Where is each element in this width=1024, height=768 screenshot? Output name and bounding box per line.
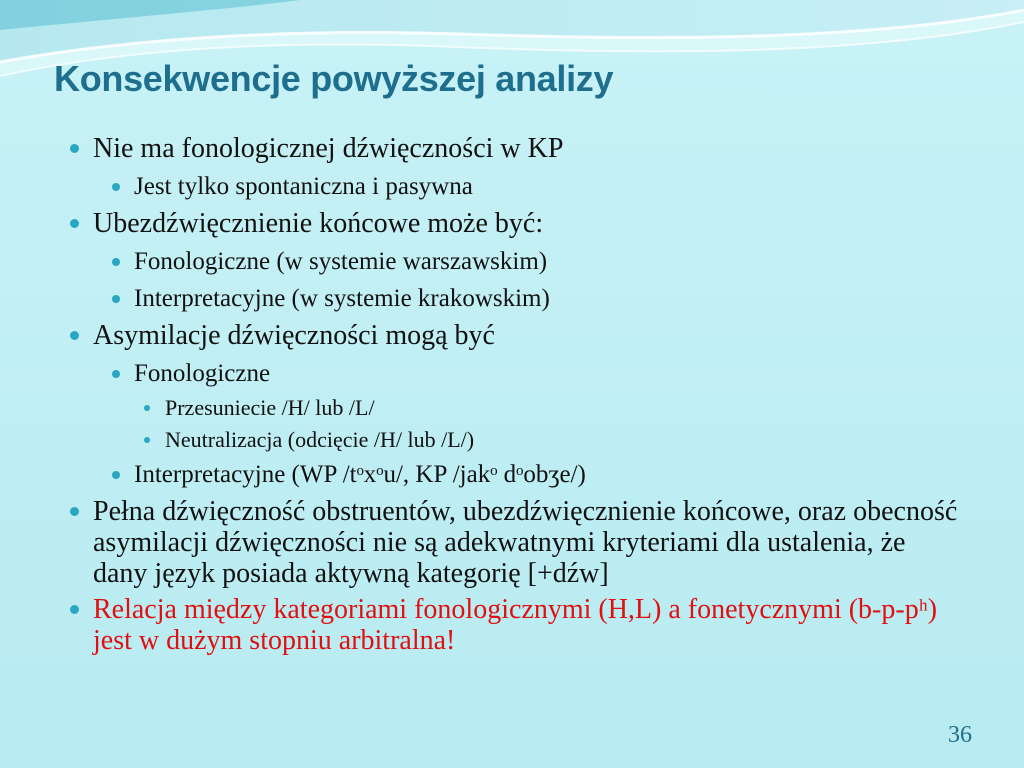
bullet-level-2 — [66, 248, 966, 276]
bullet-text: Nie ma fonologicznej dźwięczności w KP — [93, 133, 564, 164]
bullet-text: Fonologiczne — [134, 360, 271, 387]
slide-number: 36 — [948, 722, 972, 748]
bullet-level-1 — [66, 133, 966, 164]
bullet-dot-icon — [112, 471, 120, 479]
bullet-dot-icon — [112, 370, 120, 378]
bullet-level-3 — [66, 427, 966, 452]
bullet-level-2 — [66, 173, 966, 201]
slide-title: Konsekwencje powyższej analizy — [54, 58, 614, 99]
bullet-dot-icon — [144, 405, 150, 411]
bullet-dot-icon — [112, 258, 120, 266]
bullet-dot-icon — [70, 219, 79, 228]
bullet-text: Ubezdźwięcznienie końcowe może być: — [93, 208, 544, 239]
bullet-dot-icon — [70, 331, 79, 340]
bullet-dot-icon — [70, 144, 79, 153]
bullet-text: Interpretacyjne (w systemie krakowskim) — [134, 285, 550, 312]
bullet-dot-icon — [112, 183, 120, 191]
bullet-text: Pełna dźwięczność obstruentów, ubezdźwięcznienie końcowe, oraz obecność asymilacji dźwięczności nie są adekwatnymi kryteriami dla ustalenia, że dany język posiada aktywną kategorię [+dźw] — [93, 496, 958, 589]
bullet-text: Jest tylko spontaniczna i pasywna — [134, 173, 473, 200]
bullet-level-2 — [66, 461, 966, 489]
bullet-text: Fonologiczne (w systemie warszawskim) — [134, 248, 548, 275]
bullet-dot-icon — [70, 507, 79, 516]
bullet-text: Asymilacje dźwięczności mogą być — [93, 320, 495, 351]
bullet-level-3 — [66, 395, 966, 420]
bullet-level-2 — [66, 360, 966, 388]
bullet-level-1 — [66, 496, 966, 589]
bullet-level-1 — [66, 320, 966, 351]
bullet-dot-icon — [70, 605, 79, 614]
bullet-text: Interpretacyjne (WP /tᵒxᵒu/, KP /jakᵒ dᵒobʒe/) — [134, 461, 586, 488]
bullet-level-1 — [66, 208, 966, 239]
bullet-text: Przesuniecie /H/ lub /L/ — [165, 395, 375, 420]
bullet-level-1 — [66, 594, 966, 656]
bullet-text: Relacja między kategoriami fonologicznymi (H,L) a fonetycznymi (b-p-pʰ) jest w dużym stopniu arbitralna! — [93, 594, 938, 656]
bullet-list — [66, 128, 966, 656]
bullet-dot-icon — [144, 437, 150, 443]
bullet-dot-icon — [112, 295, 120, 303]
bullet-level-2 — [66, 285, 966, 313]
bullet-text: Neutralizacja (odcięcie /H/ lub /L/) — [165, 427, 475, 452]
